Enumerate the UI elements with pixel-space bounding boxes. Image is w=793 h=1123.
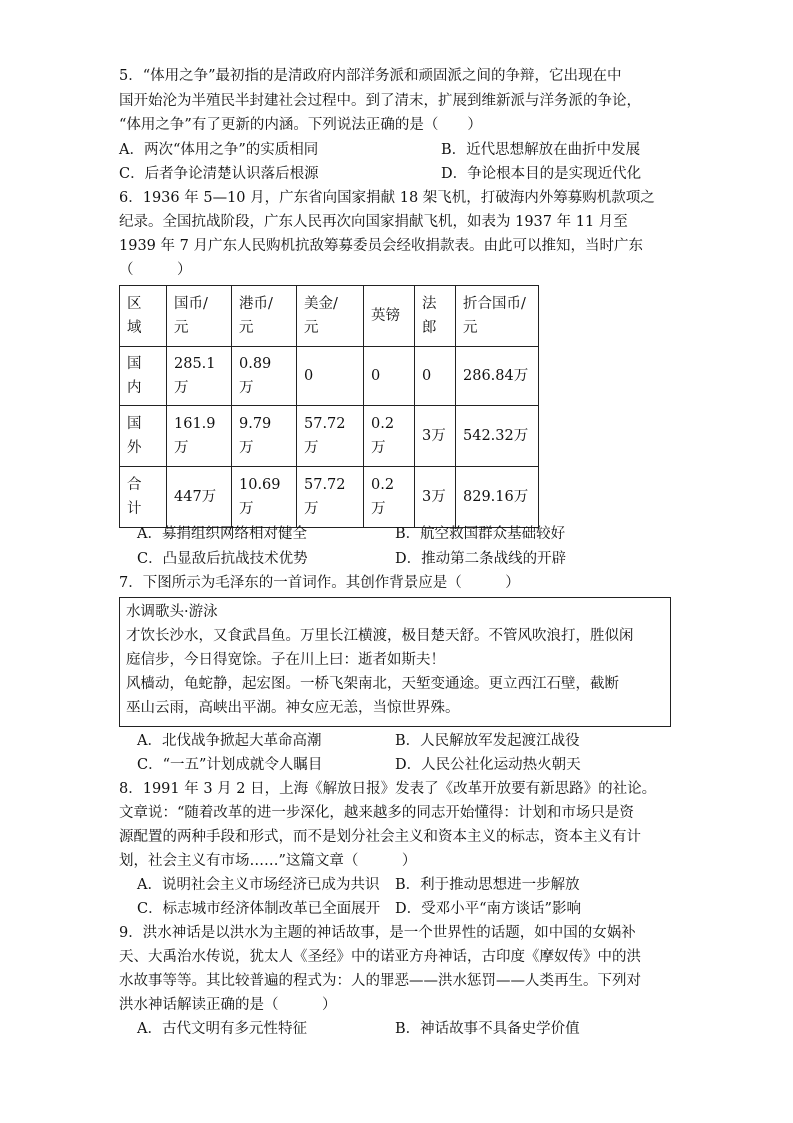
table-row <box>120 467 539 528</box>
q8-option-c[interactable]: C．标志城市经济体制改革已全面展开 <box>137 901 381 917</box>
table-cell: 0 <box>297 347 364 406</box>
table-cell: 285.1 万 <box>167 347 232 406</box>
poem-line: 风樯动，龟蛇静，起宏图。一桥飞架南北，天堑变通途。更立西江石壁，截断 <box>126 676 619 692</box>
q8-option-b[interactable]: B．利于推动思想进一步解放 <box>395 877 580 893</box>
poem-line: 庭信步，今日得宽馀。子在川上曰：逝者如斯夫！ <box>126 652 445 668</box>
table-cell: 3万 <box>415 467 456 528</box>
donation-table <box>119 285 539 528</box>
table-cell: 国 内 <box>120 347 167 406</box>
q6-option-b[interactable]: B．航空救国群众基础较好 <box>395 526 566 542</box>
table-cell: 9.79 万 <box>232 406 297 467</box>
table-row <box>120 347 539 406</box>
q5-stem-line-1: 5．“体用之争”最初指的是清政府内部洋务派和顽固派之间的争辩，它出现在中 <box>119 68 622 84</box>
q6-option-d[interactable]: D．推动第二条战线的开辟 <box>395 551 567 567</box>
table-cell: 3万 <box>415 406 456 467</box>
q8-option-d[interactable]: D．受邓小平“南方谈话”影响 <box>395 901 581 917</box>
table-cell: 57.72 万 <box>297 406 364 467</box>
table-header-cell: 法 郎 <box>415 286 456 347</box>
table-cell: 286.84万 <box>456 347 539 406</box>
table-cell: 447万 <box>167 467 232 528</box>
table-header-cell: 港币/ 元 <box>232 286 297 347</box>
q5-option-d[interactable]: D．争论根本目的是实现近代化 <box>441 166 642 182</box>
table-cell: 国 外 <box>120 406 167 467</box>
q5-option-b[interactable]: B．近代思想解放在曲折中发展 <box>441 142 641 158</box>
q6-stem-line-3: 1939 年 7 月广东人民购机抗敌筹募委员会经收捐款表。由此可以推知，当时广东 <box>119 238 643 254</box>
table-cell: 0 <box>364 347 415 406</box>
q8-stem-line-2: 文章说：“随着改革的进一步深化，越来越多的同志开始懂得：计划和市场只是资 <box>119 805 634 821</box>
q6-stem-line-4: （ ） <box>119 262 192 278</box>
q8-stem-line-3: 源配置的两种手段和形式，而不是划分社会主义和资本主义的标志，资本主义有计 <box>119 829 641 845</box>
poem-box <box>119 597 671 727</box>
poem-line: 才饮长沙水，又食武昌鱼。万里长江横渡，极目楚天舒。不管风吹浪打，胜似闲 <box>126 628 634 644</box>
q6-stem-line-1: 6．1936 年 5—10 月，广东省向国家捐献 18 架飞机，打破海内外筹募购机款项之 <box>119 190 655 206</box>
poem-line: 巫山云雨，高峡出平湖。神女应无恙，当惊世界殊。 <box>126 700 460 716</box>
q6-stem-line-2: 纪录。全国抗战阶段，广东人民再次向国家捐献飞机，如表为 1937 年 11 月至 <box>119 214 628 230</box>
q5-option-c[interactable]: C．后者争论清楚认识落后根源 <box>119 166 319 182</box>
q9-stem-line-2: 天、大禹治水传说，犹太人《圣经》中的诺亚方舟神话，古印度《摩奴传》中的洪 <box>119 949 641 965</box>
q7-option-c[interactable]: C．“一五”计划成就令人瞩目 <box>137 757 323 773</box>
table-header-row <box>120 286 539 347</box>
poem-title: 水调歌头·游泳 <box>126 604 218 620</box>
table-cell: 10.69 万 <box>232 467 297 528</box>
q7-stem: 7．下图所示为毛泽东的一首词作。其创作背景应是（ ） <box>119 575 520 591</box>
table-cell: 829.16万 <box>456 467 539 528</box>
table-header-cell: 美金/ 元 <box>297 286 364 347</box>
table-header-cell: 英镑 <box>364 286 415 347</box>
table-header-cell: 国币/ 元 <box>167 286 232 347</box>
table-header-cell: 折合国币/ 元 <box>456 286 539 347</box>
q9-stem-line-3: 水故事等等。其比较普遍的程式为：人的罪恶——洪水惩罚——人类再生。下列对 <box>119 973 641 989</box>
table-header-cell: 区 域 <box>120 286 167 347</box>
q8-stem-line-4: 划，社会主义有市场……”这篇文章（ ） <box>119 853 417 869</box>
table-cell: 161.9 万 <box>167 406 232 467</box>
q7-option-b[interactable]: B．人民解放军发起渡江战役 <box>395 733 580 749</box>
q7-option-a[interactable]: A．北伐战争掀起大革命高潮 <box>137 733 322 749</box>
table-cell: 合 计 <box>120 467 167 528</box>
table-cell: 57.72 万 <box>297 467 364 528</box>
q9-option-b[interactable]: B．神话故事不具备史学价值 <box>395 1021 580 1037</box>
table-cell: 0 <box>415 347 456 406</box>
q9-stem-line-4: 洪水神话解读正确的是（ ） <box>119 997 337 1013</box>
table-cell: 0.2 万 <box>364 467 415 528</box>
table-cell: 0.2 万 <box>364 406 415 467</box>
q6-option-a[interactable]: A．募捐组织网络相对健全 <box>137 526 307 542</box>
q5-stem-line-3: “体用之争”有了更新的内涵。下列说法正确的是（ ） <box>119 117 482 133</box>
q9-option-a[interactable]: A．古代文明有多元性特征 <box>137 1021 307 1037</box>
q5-option-a[interactable]: A．两次“体用之争”的实质相同 <box>119 142 319 158</box>
q6-option-c[interactable]: C．凸显敌后抗战技术优势 <box>137 551 308 567</box>
q9-stem-line-1: 9．洪水神话是以洪水为主题的神话故事，是一个世界性的话题，如中国的女娲补 <box>119 925 636 941</box>
q8-option-a[interactable]: A．说明社会主义市场经济已成为共识 <box>137 877 380 893</box>
q7-option-d[interactable]: D．人民公社化运动热火朝天 <box>395 757 581 773</box>
q5-stem-line-2: 国开始沦为半殖民半封建社会过程中。到了清末，扩展到维新派与洋务派的争论， <box>119 93 641 109</box>
table-cell: 0.89 万 <box>232 347 297 406</box>
q8-stem-line-1: 8．1991 年 3 月 2 日，上海《解放日报》发表了《改革开放要有新思路》的社论。 <box>119 781 657 797</box>
table-row <box>120 406 539 467</box>
table-cell: 542.32万 <box>456 406 539 467</box>
